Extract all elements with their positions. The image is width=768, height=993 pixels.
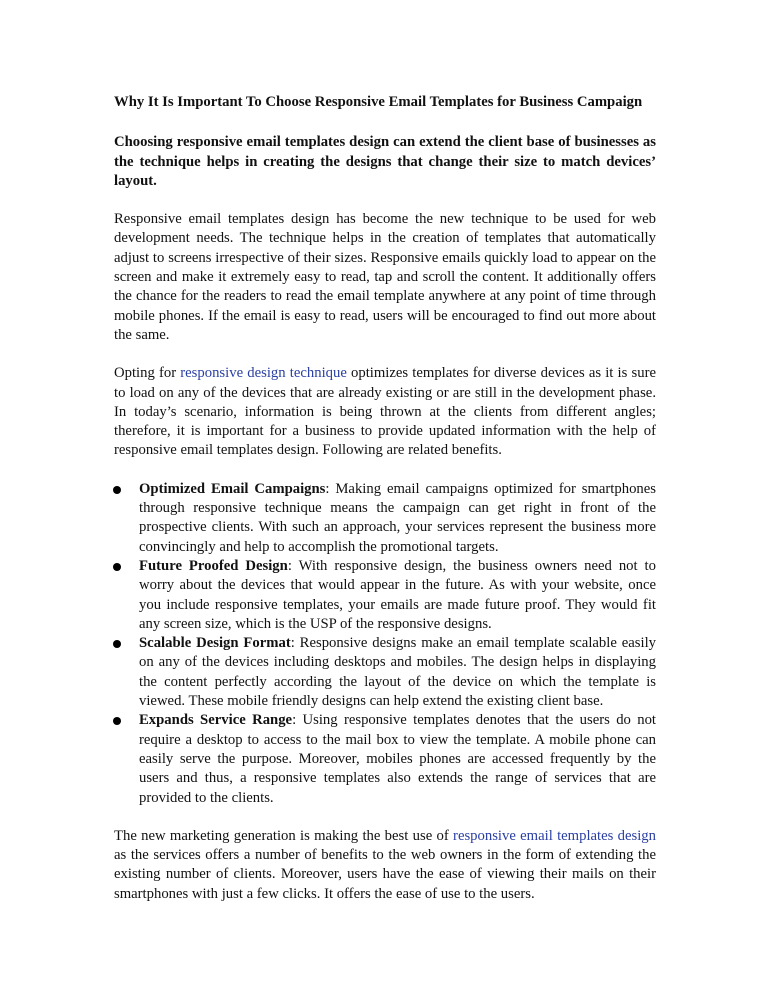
benefit-text: : Responsive designs make an email template scalable easily on any of the devices including desktops and mobiles. The design helps in displaying the content perfectly according the layout of the device on which the template is viewed. These mobile friendly designs can help extend the existing client base. — [139, 635, 656, 710]
closing-paragraph-start: The new marketing generation is making the best use of — [114, 827, 454, 844]
benefit-item — [114, 634, 656, 711]
benefits-list — [114, 480, 656, 808]
lead-paragraph: Choosing responsive email templates design can extend the client base of businesses as the technique helps in creating the designs that change their size to match devices’ layout. — [114, 134, 656, 189]
technique-paragraph-end: optimizes templates for diverse devices as it is sure to load on any of the devices that are already existing or are still in the development phase. In today’s scenario, information is being thrown at the clients from different angles; therefore, it is important for a business to provide updated information with the help of responsive email templates design. Following are related benefits. — [114, 365, 656, 459]
document-body — [114, 93, 656, 904]
bullet-dot-icon — [113, 640, 121, 648]
technique-paragraph-start: Opting for — [114, 365, 181, 382]
benefit-title: Optimized Email Campaigns — [139, 480, 326, 497]
bullet-dot-icon — [113, 563, 121, 571]
document-title: Why It Is Important To Choose Responsive Email Templates for Business Campaign — [114, 94, 643, 110]
bullet-dot-icon — [113, 717, 121, 725]
benefit-item — [114, 711, 656, 807]
benefit-title: Scalable Design Format — [139, 635, 291, 652]
closing-paragraph — [114, 827, 656, 904]
benefit-text: : Using responsive templates denotes that the users do not require a desktop to access to the mail box to view the template. A mobile phone can easily serve the purpose. Moreover, mobiles phones are accessed frequently by the users and thus, a responsive templates also extends the range of services that are provided to the clients. — [139, 712, 657, 806]
benefit-item — [114, 557, 656, 634]
technique-paragraph — [114, 364, 656, 460]
benefit-title: Expands Service Range — [139, 712, 293, 729]
intro-paragraph: Responsive email templates design has become the new technique to be used for web development needs. The technique helps in the creation of templates that automatically adjust to screens irrespective of their sizes. Responsive emails quickly load to appear on the screen and make it extremely easy to read, tap and scroll the content. It additionally offers the chance for the readers to read the email template anywhere at any point of time through mobile phones. If the email is easy to read, users will be encouraged to find out more about the same. — [114, 211, 656, 343]
benefit-title: Future Proofed Design — [139, 557, 288, 574]
bullet-dot-icon — [113, 486, 121, 494]
closing-paragraph-end: as the services offers a number of benefits to the web owners in the form of extending the existing number of clients. Moreover, users have the ease of viewing their mails on their smartphones with just a few clicks. It offers the ease of use to the users. — [114, 847, 656, 902]
benefit-text: : With responsive design, the business owners need not to worry about the devices that would appear in the future. As with your website, once you include responsive templates, your emails are made future proof. They would fit any screen size, which is the USP of the responsive designs. — [139, 557, 656, 632]
benefit-text: : Making email campaigns optimized for smartphones through responsive technique means the campaign can get right in front of the prospective clients. With such an approach, your services represent the business more convincingly and help to accomplish the promotional targets. — [139, 480, 656, 555]
responsive-email-templates-design-link[interactable]: responsive email templates design — [453, 827, 656, 844]
benefit-item — [114, 480, 656, 557]
responsive-design-technique-link[interactable]: responsive design technique — [180, 365, 347, 382]
